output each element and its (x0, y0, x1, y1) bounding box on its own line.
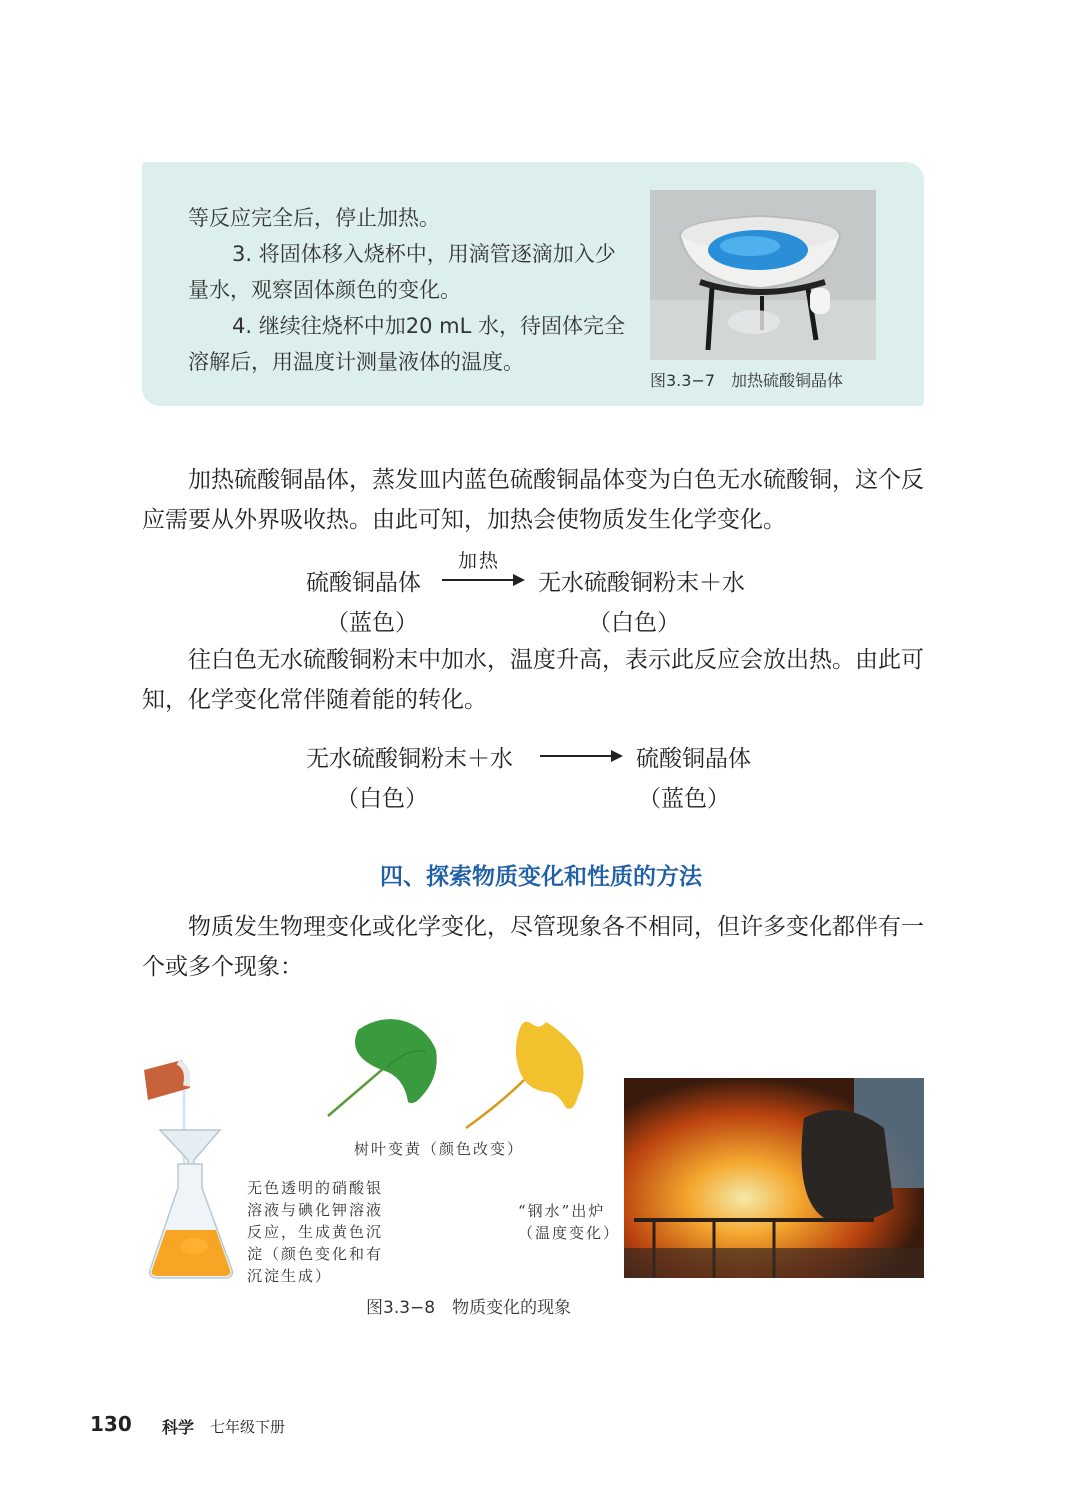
steel-caption (518, 1200, 620, 1244)
flask-caption-line: 沉淀生成） (247, 1267, 333, 1285)
paragraph-2-text: 往白色无水硫酸铜粉末中加水，温度升高，表示此反应会放出热。由此可知，化学变化常伴随着能的转化。 (142, 647, 924, 713)
leaf-caption: 树叶变黄（颜色改变） (354, 1140, 525, 1158)
book-title: 科学 (162, 1418, 195, 1437)
equation-1-arrow-line (442, 579, 514, 581)
flask-caption-line: 溶液与碘化钾溶液 (247, 1201, 384, 1219)
equation-1-left: 硫酸铜晶体 (306, 570, 421, 596)
green-ginkgo-leaf (326, 1016, 446, 1120)
steel-caption-line: “钢水”出炉 (518, 1202, 606, 1220)
yellow-ginkgo-leaf (462, 1016, 592, 1132)
steel-caption-line: （温度变化） (518, 1224, 621, 1242)
figure-caption-3-3-7: 图3.3−7 加热硫酸铜晶体 (650, 371, 844, 390)
flask-caption-line: 反应，生成黄色沉 (247, 1223, 384, 1241)
paragraph-1 (142, 460, 924, 540)
page-number: 130 (90, 1412, 132, 1436)
equation-1-condition: 加热 (458, 550, 501, 572)
equation-2-left: 无水硫酸铜粉末＋水 (306, 746, 513, 772)
equation-2-right-note: （蓝色） (638, 786, 730, 812)
flask-pouring-illustration (142, 1060, 242, 1282)
experiment-box (142, 162, 924, 406)
heating-copper-sulfate-photo (650, 190, 876, 360)
equation-2-left-note: （白色） (336, 786, 428, 812)
experiment-line-1: 等反应完全后，停止加热。 (188, 206, 440, 230)
paragraph-3-text: 物质发生物理变化或化学变化，尽管现象各不相同，但许多变化都伴有一个或多个现象： (142, 914, 924, 980)
flask-caption-line: 无色透明的硝酸银 (247, 1179, 384, 1197)
paragraph-1-text: 加热硫酸铜晶体，蒸发皿内蓝色硫酸铜晶体变为白色无水硫酸铜，这个反应需要从外界吸收热。由此可知，加热会使物质发生化学变化。 (142, 467, 924, 533)
paragraph-3 (142, 907, 924, 987)
section-title: 四、探索物质变化和性质的方法 (380, 864, 702, 890)
equation-2-right: 硫酸铜晶体 (636, 746, 751, 772)
equation-1-arrow-head (513, 574, 525, 586)
equation-2-arrow-head (611, 750, 623, 762)
flask-caption (247, 1177, 383, 1287)
equation-2-arrow-line (540, 755, 612, 757)
molten-steel-photo (624, 1078, 924, 1278)
equation-1-right-note: （白色） (588, 610, 680, 636)
flask-caption-line: 淀（颜色变化和有 (247, 1245, 384, 1263)
experiment-step-4: 4. 继续往烧杯中加20 mL 水，待固体完全溶解后，用温度计测量液体的温度。 (188, 314, 625, 374)
figure-caption-3-3-8: 图3.3−8 物质变化的现象 (366, 1298, 572, 1318)
paragraph-2 (142, 640, 924, 720)
equation-1-right: 无水硫酸铜粉末＋水 (538, 570, 745, 596)
experiment-steps (188, 200, 628, 380)
book-grade: 七年级下册 (210, 1418, 286, 1436)
experiment-step-3: 3. 将固体移入烧杯中，用滴管逐滴加入少量水，观察固体颜色的变化。 (188, 242, 616, 302)
equation-1-left-note: （蓝色） (326, 610, 418, 636)
